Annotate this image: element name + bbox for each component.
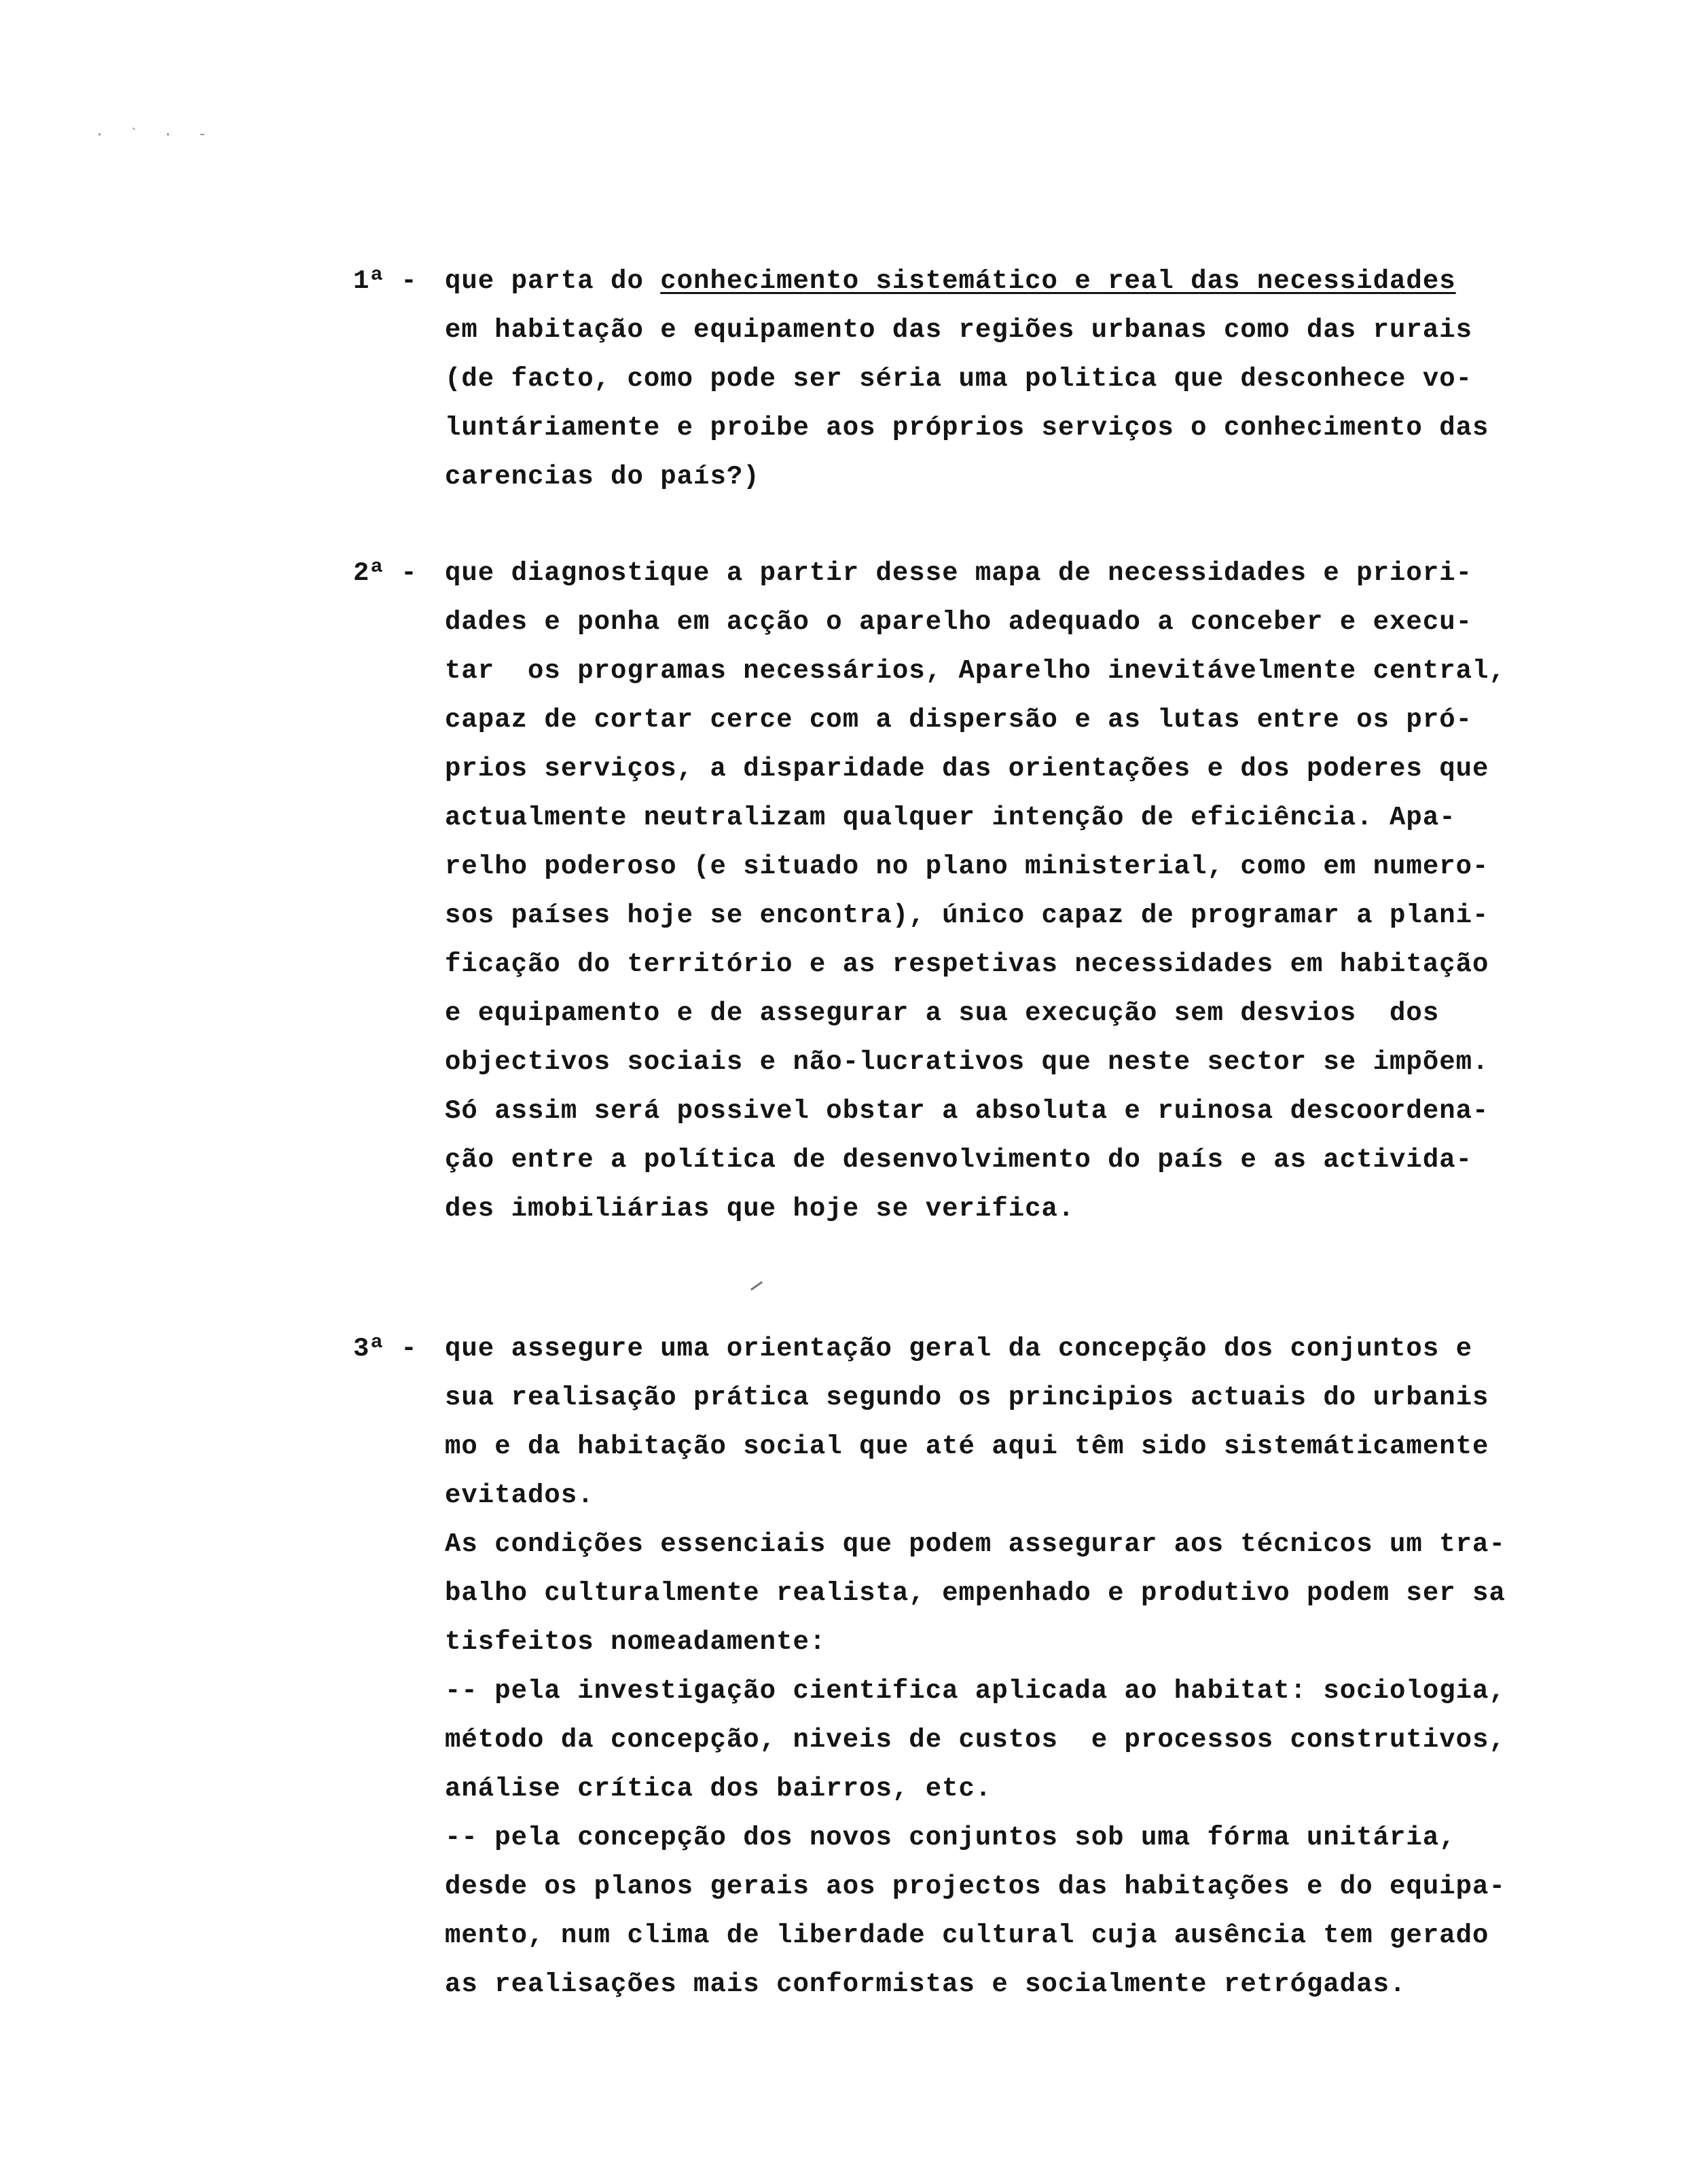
text-line: que assegure uma orientação geral da concepção dos conjuntos e [445, 1334, 1473, 1364]
numbered-item-3 [353, 1324, 1644, 2009]
underlined-phrase: conhecimento sistemático e real das necessidades [660, 266, 1456, 296]
text-line [445, 257, 1647, 306]
text-line: sos países hoje se encontra), único capaz de programar a plani- [445, 900, 1489, 930]
text-line: As condições essenciais que podem assegurar aos técnicos um tra- [445, 1529, 1506, 1559]
text-line: mo e da habitação social que até aqui têm sido sistemáticamente [445, 1432, 1489, 1461]
text-line: prios serviços, a disparidade das orientações e dos poderes que [445, 754, 1489, 784]
text-line: método da concepção, niveis de custos e processos construtivos, [445, 1725, 1506, 1755]
text-line: em habitação e equipamento das regiões urbanas como das rurais [445, 315, 1473, 345]
text-line: evitados. [445, 1480, 594, 1510]
item-body [445, 1324, 1647, 2009]
text-line: actualmente neutralizam qualquer intenção de eficiência. Apa- [445, 803, 1456, 833]
text-line: relho poderoso (e situado no plano ministerial, como em numero- [445, 852, 1489, 881]
text-line: análise crítica dos bairros, etc. [445, 1774, 992, 1804]
text-line: carencias do país?) [445, 462, 760, 492]
numbered-item-1 [353, 257, 1644, 501]
text-line: -- pela concepção dos novos conjuntos sob uma fórma unitária, [445, 1823, 1456, 1853]
text-line: sua realisação prática segundo os principios actuais do urbanis [445, 1383, 1489, 1413]
text-line: des imobiliárias que hoje se verifica. [445, 1194, 1075, 1224]
text-line: balho culturalmente realista, empenhado e produtivo podem ser sa [445, 1578, 1506, 1608]
text-line: ficação do território e as respetivas necessidades em habitação [445, 949, 1489, 979]
text-line: luntáriamente e proibe aos próprios serviços o conhecimento das [445, 413, 1489, 443]
page-mark: · ` · - [95, 126, 215, 143]
text-line: -- pela investigação cientifica aplicada ao habitat: sociologia, [445, 1676, 1506, 1706]
text-line: capaz de cortar cerce com a dispersão e as lutas entre os pró- [445, 705, 1473, 735]
text-line: as realisações mais conformistas e socialmente retrógadas. [445, 1969, 1406, 1999]
text-line: (de facto, como pode ser séria uma politica que desconhece vo- [445, 364, 1473, 394]
text-line: tisfeitos nomeadamente: [445, 1627, 827, 1657]
text-line: dades e ponha em acção o aparelho adequado a conceber e execu- [445, 607, 1473, 637]
item-number: 3ª - [353, 1334, 417, 1364]
text-line: desde os planos gerais aos projectos das habitações e do equipa- [445, 1872, 1506, 1901]
text-line: objectivos sociais e não-lucrativos que neste sector se impõem. [445, 1047, 1489, 1077]
stray-pen-mark [750, 1281, 763, 1291]
text-line: mento, num clima de liberdade cultural cuja ausência tem gerado [445, 1921, 1489, 1950]
item-number: 1ª - [353, 266, 417, 296]
numbered-item-2 [353, 549, 1644, 1233]
text-line: Só assim será possivel obstar a absoluta e ruinosa descoordena- [445, 1096, 1489, 1126]
item-body [445, 257, 1647, 501]
item-body [445, 549, 1647, 1233]
text-line-lead: que parta do [445, 266, 661, 296]
item-number: 2ª - [353, 558, 417, 588]
text-line: que diagnostique a partir desse mapa de necessidades e priori- [445, 558, 1473, 588]
text-line: ção entre a política de desenvolvimento do país e as activida- [445, 1145, 1473, 1175]
text-line: tar os programas necessários, Aparelho inevitávelmente central, [445, 656, 1506, 686]
text-line: e equipamento e de assegurar a sua execução sem desvios dos [445, 998, 1440, 1028]
